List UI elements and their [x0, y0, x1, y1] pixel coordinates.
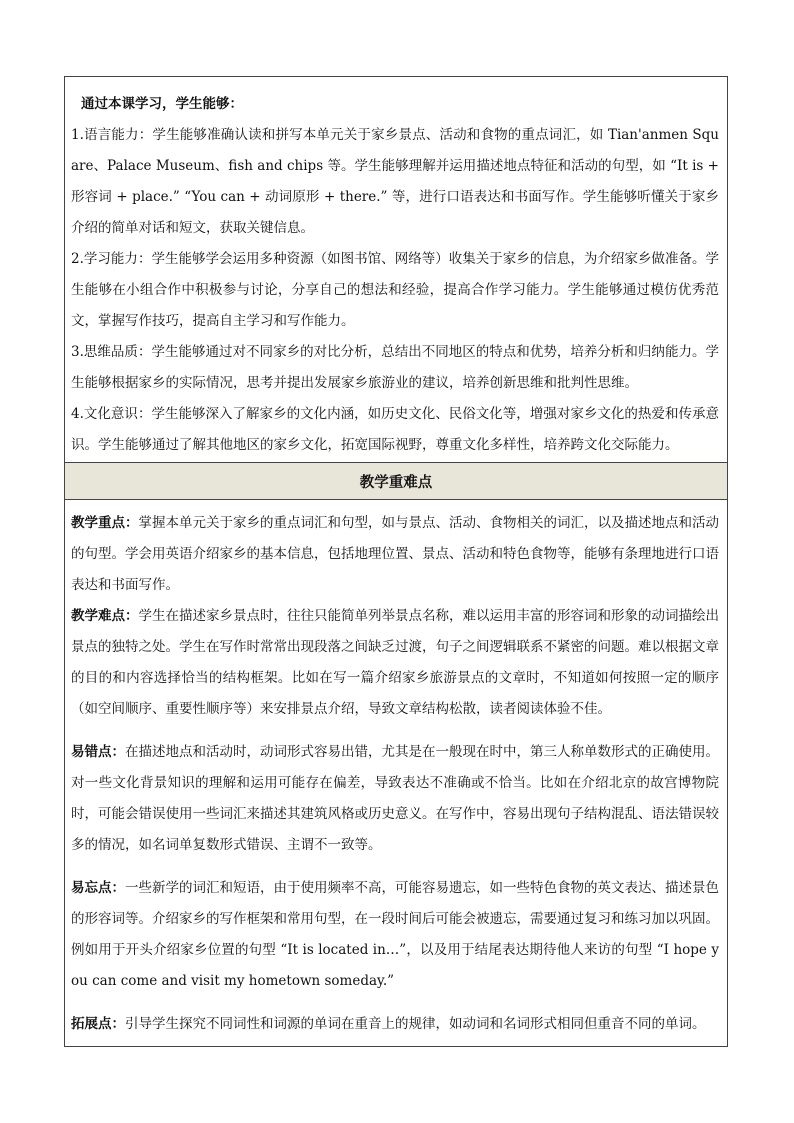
forget-point-text: 一些新学的词汇和短语，由于使用频率不高，可能容易遗忘，如一些特色食物的英文表达、描述景色的形容词等。介绍家乡的写作框架和常用句型，在一段时间后可能会被遗忘，需要通过复习和练习加以巩固。例如用于开头介绍家乡位置的句型 “It is located in…”，以及用于结尾表达期待他人来访的句型 “I hope you can come and visit my hometown someday.”	[71, 880, 719, 989]
error-point	[71, 737, 719, 861]
key-point-text: 掌握本单元关于家乡的重点词汇和句型，如与景点、活动、食物相关的词汇，以及描述地点和活动的句型。学会用英语介绍家乡的基本信息，包括地理位置、景点、活动和特色食物等，能够有条理地进行口语表达和书面写作。	[71, 515, 719, 593]
section-header: 教学重难点	[65, 462, 727, 500]
lesson-plan-table	[64, 76, 728, 1047]
key-point-label: 教学重点：	[71, 515, 139, 531]
error-point-text: 在描述地点和活动时，动词形式容易出错，尤其是在一般现在时中，第三人称单数形式的正确使用。对一些文化背景知识的理解和运用可能存在偏差，导致表达不准确或不恰当。比如在介绍北京的故宫博物院时，可能会错误使用一些词汇来描述其建筑风格或历史意义。在写作中，容易出现句子结构混乱、语法错误较多的情况，如名词单复数形式错误、主谓不一致等。	[71, 744, 719, 853]
goals-intro: 通过本课学习，学生能够：	[81, 96, 243, 112]
difficult-point-label: 教学难点：	[71, 608, 139, 624]
key-point	[71, 508, 719, 601]
difficult-point-text: 学生在描述家乡景点时，往往只能简单列举景点名称，难以运用丰富的形容词和形象的动词描绘出景点的独特之处。学生在写作时常常出现段落之间缺乏过渡，句子之间逻辑联系不紧密的问题。难以根据文章的目的和内容选择恰当的结构框架。比如在写一篇介绍家乡旅游景点的文章时，不知道如何按照一定的顺序（如空间顺序、重要性顺序等）来安排景点介绍，导致文章结构松散，读者阅读体验不佳。	[71, 608, 719, 717]
error-point-label: 易错点：	[71, 744, 125, 760]
forget-point-label: 易忘点：	[71, 880, 125, 896]
goal-thinking: 3.思维品质：学生能够通过对不同家乡的对比分析，总结出不同地区的特点和优势，培养分析和归纳能力。学生能够根据家乡的实际情况，思考并提出发展家乡旅游业的建议，培养创新思维和批判性思维。	[71, 344, 719, 391]
extend-point-text: 引导学生探究不同词性和词源的单词在重音上的规律，如动词和名词形式相同但重音不同的单词。	[125, 1016, 706, 1032]
forget-point	[71, 873, 719, 997]
goal-learning: 2.学习能力：学生能够学会运用多种资源（如图书馆、网络等）收集关于家乡的信息，为介绍家乡做准备。学生能够在小组合作中积极参与讨论，分享自己的想法和经验，提高合作学习能力。学生能够通过模仿优秀范文，掌握写作技巧，提高自主学习和写作能力。	[71, 251, 719, 329]
key-difficult-points-cell	[65, 500, 727, 1046]
learning-goals-cell	[65, 77, 727, 462]
goal-language: 1.语言能力：学生能够准确认读和拼写本单元关于家乡景点、活动和食物的重点词汇，如 Tian'anmen Square、Palace Museum、fish and chips 等。学生能够理解并运用描述地点特征和活动的句型，如 “It is + 形容词 + place.” “You can + 动词原形 + there.” 等，进行口语表达和书面写作。学生能够听懂关于家乡介绍的简单对话和短文，获取关键信息。	[71, 127, 719, 236]
goal-culture: 4.文化意识：学生能够深入了解家乡的文化内涵，如历史文化、民俗文化等，增强对家乡文化的热爱和传承意识。学生能够通过了解其他地区的家乡文化，拓宽国际视野，尊重文化多样性，培养跨文化交际能力。	[71, 406, 719, 453]
difficult-point	[71, 601, 719, 725]
extend-point-label: 拓展点：	[71, 1016, 125, 1032]
extend-point	[71, 1009, 719, 1040]
